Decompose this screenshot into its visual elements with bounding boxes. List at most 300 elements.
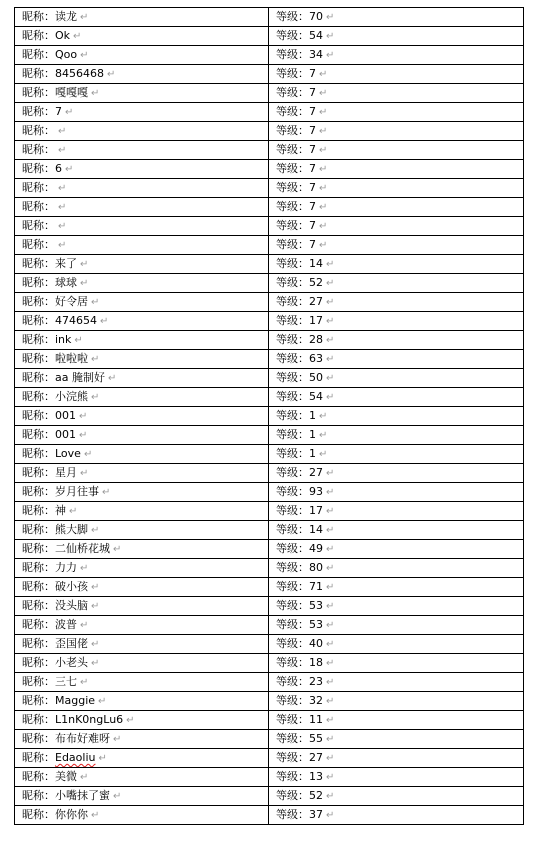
table-row bbox=[15, 274, 524, 293]
paragraph-mark-icon: ↵ bbox=[326, 12, 335, 23]
level-value: 27 bbox=[309, 295, 323, 308]
level-label: 等级： bbox=[276, 257, 309, 270]
paragraph-mark-icon: ↵ bbox=[80, 50, 89, 61]
level-label: 等级： bbox=[276, 542, 309, 555]
nickname-label: 昵称： bbox=[22, 485, 55, 498]
level-value: 7 bbox=[309, 200, 316, 213]
nickname-value: 474654 bbox=[55, 314, 97, 327]
level-cell[interactable] bbox=[269, 160, 524, 179]
level-value: 17 bbox=[309, 314, 323, 327]
paragraph-mark-icon: ↵ bbox=[98, 696, 107, 707]
level-cell[interactable] bbox=[269, 331, 524, 350]
level-value: 40 bbox=[309, 637, 323, 650]
table-row bbox=[15, 692, 524, 711]
level-value: 1 bbox=[309, 447, 316, 460]
nickname-cell[interactable] bbox=[15, 730, 269, 749]
level-cell[interactable] bbox=[269, 730, 524, 749]
nickname-label: 昵称： bbox=[22, 466, 55, 479]
level-cell[interactable] bbox=[269, 312, 524, 331]
paragraph-mark-icon: ↵ bbox=[69, 506, 78, 517]
nickname-value: 小嘴抹了蜜 bbox=[55, 789, 110, 802]
nickname-label: 昵称： bbox=[22, 542, 55, 555]
paragraph-mark-icon: ↵ bbox=[113, 544, 122, 555]
level-value: 14 bbox=[309, 523, 323, 536]
level-cell[interactable] bbox=[269, 350, 524, 369]
level-label: 等级： bbox=[276, 314, 309, 327]
level-value: 50 bbox=[309, 371, 323, 384]
paragraph-mark-icon: ↵ bbox=[326, 810, 335, 821]
paragraph-mark-icon: ↵ bbox=[326, 335, 335, 346]
paragraph-mark-icon: ↵ bbox=[326, 50, 335, 61]
table-row bbox=[15, 654, 524, 673]
nickname-cell[interactable] bbox=[15, 274, 269, 293]
level-value: 7 bbox=[309, 105, 316, 118]
nickname-cell[interactable] bbox=[15, 635, 269, 654]
paragraph-mark-icon: ↵ bbox=[326, 525, 335, 536]
nickname-cell[interactable] bbox=[15, 46, 269, 65]
paragraph-mark-icon: ↵ bbox=[80, 12, 89, 23]
nickname-cell[interactable] bbox=[15, 597, 269, 616]
paragraph-mark-icon: ↵ bbox=[326, 354, 335, 365]
nickname-cell[interactable] bbox=[15, 692, 269, 711]
level-value: 7 bbox=[309, 124, 316, 137]
level-label: 等级： bbox=[276, 219, 309, 232]
nickname-value: 球球 bbox=[55, 276, 77, 289]
nickname-label: 昵称： bbox=[22, 86, 55, 99]
nickname-value: 二仙桥花城 bbox=[55, 542, 110, 555]
nickname-cell[interactable] bbox=[15, 521, 269, 540]
paragraph-mark-icon: ↵ bbox=[74, 335, 83, 346]
level-value: 54 bbox=[309, 29, 323, 42]
paragraph-mark-icon: ↵ bbox=[91, 658, 100, 669]
nickname-value: 神 bbox=[55, 504, 66, 517]
nickname-label: 昵称： bbox=[22, 580, 55, 593]
level-label: 等级： bbox=[276, 618, 309, 631]
paragraph-mark-icon: ↵ bbox=[319, 202, 328, 213]
paragraph-mark-icon: ↵ bbox=[102, 487, 111, 498]
level-value: 63 bbox=[309, 352, 323, 365]
level-value: 71 bbox=[309, 580, 323, 593]
paragraph-mark-icon: ↵ bbox=[80, 468, 89, 479]
level-value: 7 bbox=[309, 67, 316, 80]
table-row bbox=[15, 407, 524, 426]
nickname-cell[interactable] bbox=[15, 654, 269, 673]
level-cell[interactable] bbox=[269, 293, 524, 312]
nickname-cell[interactable] bbox=[15, 673, 269, 692]
paragraph-mark-icon: ↵ bbox=[319, 221, 328, 232]
level-label: 等级： bbox=[276, 637, 309, 650]
nickname-label: 昵称： bbox=[22, 732, 55, 745]
nickname-value: 8456468 bbox=[55, 67, 104, 80]
table-row bbox=[15, 27, 524, 46]
paragraph-mark-icon: ↵ bbox=[58, 202, 67, 213]
paragraph-mark-icon: ↵ bbox=[326, 259, 335, 270]
level-cell[interactable] bbox=[269, 787, 524, 806]
paragraph-mark-icon: ↵ bbox=[326, 601, 335, 612]
paragraph-mark-icon: ↵ bbox=[107, 373, 117, 384]
nickname-label: 昵称： bbox=[22, 29, 55, 42]
nickname-label: 昵称： bbox=[22, 675, 55, 688]
table-row bbox=[15, 350, 524, 369]
paragraph-mark-icon: ↵ bbox=[326, 791, 335, 802]
level-label: 等级： bbox=[276, 67, 309, 80]
nickname-label: 昵称： bbox=[22, 352, 55, 365]
level-cell[interactable] bbox=[269, 502, 524, 521]
paragraph-mark-icon: ↵ bbox=[326, 639, 335, 650]
nickname-value: 歪国佬 bbox=[55, 637, 88, 650]
level-cell[interactable] bbox=[269, 426, 524, 445]
nickname-cell[interactable] bbox=[15, 236, 269, 255]
nickname-value: 7 bbox=[55, 105, 62, 118]
table-row bbox=[15, 293, 524, 312]
table-row bbox=[15, 141, 524, 160]
paragraph-mark-icon: ↵ bbox=[91, 88, 100, 99]
level-cell[interactable] bbox=[269, 388, 524, 407]
level-cell[interactable] bbox=[269, 217, 524, 236]
level-cell[interactable] bbox=[269, 407, 524, 426]
nickname-value: L1nK0ngLu6 bbox=[55, 713, 124, 726]
level-value: 7 bbox=[309, 162, 316, 175]
paragraph-mark-icon: ↵ bbox=[326, 658, 335, 669]
nickname-value: 你你你 bbox=[55, 808, 88, 821]
level-cell[interactable] bbox=[269, 8, 524, 27]
nickname-label: 昵称： bbox=[22, 67, 55, 80]
paragraph-mark-icon: ↵ bbox=[65, 107, 74, 118]
nickname-label: 昵称： bbox=[22, 333, 55, 346]
nickname-cell[interactable] bbox=[15, 255, 269, 274]
level-value: 11 bbox=[309, 713, 323, 726]
nickname-label: 昵称： bbox=[22, 656, 55, 669]
paragraph-mark-icon: ↵ bbox=[98, 753, 107, 764]
level-label: 等级： bbox=[276, 238, 309, 251]
nickname-label: 昵称： bbox=[22, 637, 55, 650]
level-cell[interactable] bbox=[269, 616, 524, 635]
level-cell[interactable] bbox=[269, 483, 524, 502]
nickname-value: 啦啦啦 bbox=[55, 352, 88, 365]
nickname-cell[interactable] bbox=[15, 27, 269, 46]
table-row bbox=[15, 122, 524, 141]
nickname-value: Qoo bbox=[55, 48, 78, 61]
nickname-label: 昵称： bbox=[22, 181, 55, 194]
nickname-cell[interactable] bbox=[15, 160, 269, 179]
nickname-cell[interactable] bbox=[15, 8, 269, 27]
level-label: 等级： bbox=[276, 713, 309, 726]
paragraph-mark-icon: ↵ bbox=[326, 563, 335, 574]
nickname-cell[interactable] bbox=[15, 312, 269, 331]
table-row bbox=[15, 521, 524, 540]
level-value: 13 bbox=[309, 770, 323, 783]
table-row bbox=[15, 103, 524, 122]
nickname-label: 昵称： bbox=[22, 789, 55, 802]
nickname-label: 昵称： bbox=[22, 238, 55, 251]
level-cell[interactable] bbox=[269, 673, 524, 692]
paragraph-mark-icon: ↵ bbox=[326, 373, 335, 384]
table-row bbox=[15, 711, 524, 730]
level-value: 32 bbox=[309, 694, 323, 707]
level-value: 37 bbox=[309, 808, 323, 821]
nickname-cell[interactable] bbox=[15, 350, 269, 369]
level-cell[interactable] bbox=[269, 236, 524, 255]
level-value: 7 bbox=[309, 143, 316, 156]
nickname-level-table bbox=[14, 7, 524, 825]
level-cell[interactable] bbox=[269, 654, 524, 673]
nickname-label: 昵称： bbox=[22, 618, 55, 631]
nickname-cell[interactable] bbox=[15, 179, 269, 198]
level-cell[interactable] bbox=[269, 27, 524, 46]
nickname-cell[interactable] bbox=[15, 65, 269, 84]
nickname-cell[interactable] bbox=[15, 141, 269, 160]
level-value: 80 bbox=[309, 561, 323, 574]
nickname-value: 001 bbox=[55, 428, 76, 441]
table-row bbox=[15, 597, 524, 616]
nickname-cell[interactable] bbox=[15, 540, 269, 559]
level-label: 等级： bbox=[276, 352, 309, 365]
level-cell[interactable] bbox=[269, 65, 524, 84]
paragraph-mark-icon: ↵ bbox=[326, 544, 335, 555]
level-value: 93 bbox=[309, 485, 323, 498]
level-value: 23 bbox=[309, 675, 323, 688]
level-cell[interactable] bbox=[269, 559, 524, 578]
nickname-value: Maggie bbox=[55, 694, 96, 707]
table-row bbox=[15, 160, 524, 179]
level-value: 17 bbox=[309, 504, 323, 517]
table-row bbox=[15, 369, 524, 388]
paragraph-mark-icon: ↵ bbox=[126, 715, 135, 726]
nickname-cell[interactable] bbox=[15, 578, 269, 597]
paragraph-mark-icon: ↵ bbox=[326, 772, 335, 783]
paragraph-mark-icon: ↵ bbox=[326, 392, 335, 403]
level-cell[interactable] bbox=[269, 179, 524, 198]
level-value: 55 bbox=[309, 732, 323, 745]
table-body bbox=[15, 8, 524, 825]
level-value: 1 bbox=[309, 409, 316, 422]
table-row bbox=[15, 578, 524, 597]
paragraph-mark-icon: ↵ bbox=[91, 601, 100, 612]
level-label: 等级： bbox=[276, 200, 309, 213]
nickname-label: 昵称： bbox=[22, 409, 55, 422]
level-cell[interactable] bbox=[269, 122, 524, 141]
nickname-label: 昵称： bbox=[22, 124, 55, 137]
level-cell[interactable] bbox=[269, 768, 524, 787]
level-cell[interactable] bbox=[269, 578, 524, 597]
nickname-value: 岁月往事 bbox=[55, 485, 99, 498]
nickname-cell[interactable] bbox=[15, 502, 269, 521]
nickname-cell[interactable] bbox=[15, 84, 269, 103]
table-row bbox=[15, 749, 524, 768]
paragraph-mark-icon: ↵ bbox=[80, 677, 89, 688]
level-cell[interactable] bbox=[269, 749, 524, 768]
table-row bbox=[15, 483, 524, 502]
level-cell[interactable] bbox=[269, 711, 524, 730]
level-cell[interactable] bbox=[269, 540, 524, 559]
table-row bbox=[15, 559, 524, 578]
level-cell[interactable] bbox=[269, 692, 524, 711]
nickname-label: 昵称： bbox=[22, 162, 55, 175]
level-cell[interactable] bbox=[269, 103, 524, 122]
level-label: 等级： bbox=[276, 333, 309, 346]
nickname-cell[interactable] bbox=[15, 483, 269, 502]
paragraph-mark-icon: ↵ bbox=[58, 221, 67, 232]
level-label: 等级： bbox=[276, 485, 309, 498]
nickname-cell[interactable] bbox=[15, 559, 269, 578]
level-label: 等级： bbox=[276, 10, 309, 23]
level-label: 等级： bbox=[276, 580, 309, 593]
nickname-cell[interactable] bbox=[15, 426, 269, 445]
level-label: 等级： bbox=[276, 561, 309, 574]
level-value: 28 bbox=[309, 333, 323, 346]
table-row bbox=[15, 445, 524, 464]
level-value: 7 bbox=[309, 219, 316, 232]
level-cell[interactable] bbox=[269, 84, 524, 103]
level-cell[interactable] bbox=[269, 141, 524, 160]
level-value: 49 bbox=[309, 542, 323, 555]
nickname-cell[interactable] bbox=[15, 749, 269, 768]
nickname-label: 昵称： bbox=[22, 295, 55, 308]
nickname-label: 昵称： bbox=[22, 504, 55, 517]
nickname-cell[interactable] bbox=[15, 711, 269, 730]
nickname-value: 力力 bbox=[55, 561, 77, 574]
level-label: 等级： bbox=[276, 124, 309, 137]
nickname-value: 读龙 bbox=[55, 10, 77, 23]
table-row bbox=[15, 673, 524, 692]
table-row bbox=[15, 635, 524, 654]
paragraph-mark-icon: ↵ bbox=[319, 240, 328, 251]
paragraph-mark-icon: ↵ bbox=[326, 468, 335, 479]
nickname-value: 布布好难呀 bbox=[55, 732, 110, 745]
nickname-cell[interactable] bbox=[15, 806, 269, 825]
nickname-value: 熊大脚 bbox=[55, 523, 88, 536]
level-cell[interactable] bbox=[269, 445, 524, 464]
nickname-label: 昵称： bbox=[22, 447, 55, 460]
nickname-label: 昵称： bbox=[22, 599, 55, 612]
level-cell[interactable] bbox=[269, 46, 524, 65]
table-row bbox=[15, 8, 524, 27]
level-cell[interactable] bbox=[269, 369, 524, 388]
level-cell[interactable] bbox=[269, 521, 524, 540]
paragraph-mark-icon: ↵ bbox=[326, 677, 335, 688]
level-label: 等级： bbox=[276, 675, 309, 688]
nickname-value: 好令居 bbox=[55, 295, 88, 308]
level-value: 7 bbox=[309, 181, 316, 194]
table-row bbox=[15, 540, 524, 559]
nickname-label: 昵称： bbox=[22, 561, 55, 574]
level-label: 等级： bbox=[276, 466, 309, 479]
level-cell[interactable] bbox=[269, 255, 524, 274]
level-cell[interactable] bbox=[269, 597, 524, 616]
nickname-cell[interactable] bbox=[15, 331, 269, 350]
nickname-cell[interactable] bbox=[15, 122, 269, 141]
table-row bbox=[15, 388, 524, 407]
level-value: 18 bbox=[309, 656, 323, 669]
nickname-cell[interactable] bbox=[15, 787, 269, 806]
nickname-cell[interactable] bbox=[15, 445, 269, 464]
level-label: 等级： bbox=[276, 447, 309, 460]
paragraph-mark-icon: ↵ bbox=[326, 753, 335, 764]
paragraph-mark-icon: ↵ bbox=[319, 449, 328, 460]
nickname-label: 昵称： bbox=[22, 390, 55, 403]
nickname-cell[interactable] bbox=[15, 407, 269, 426]
paragraph-mark-icon: ↵ bbox=[83, 449, 93, 460]
paragraph-mark-icon: ↵ bbox=[65, 164, 74, 175]
paragraph-mark-icon: ↵ bbox=[91, 297, 100, 308]
nickname-cell[interactable] bbox=[15, 768, 269, 787]
nickname-cell[interactable] bbox=[15, 388, 269, 407]
paragraph-mark-icon: ↵ bbox=[326, 582, 335, 593]
paragraph-mark-icon: ↵ bbox=[58, 240, 67, 251]
nickname-cell[interactable] bbox=[15, 198, 269, 217]
level-label: 等级： bbox=[276, 770, 309, 783]
nickname-value: 来了 bbox=[55, 257, 77, 270]
level-value: 52 bbox=[309, 276, 323, 289]
table-row bbox=[15, 179, 524, 198]
level-label: 等级： bbox=[276, 656, 309, 669]
level-value: 27 bbox=[309, 466, 323, 479]
nickname-value: 星月 bbox=[55, 466, 77, 479]
paragraph-mark-icon: ↵ bbox=[91, 582, 100, 593]
level-label: 等级： bbox=[276, 751, 309, 764]
nickname-value: 波普 bbox=[55, 618, 77, 631]
paragraph-mark-icon: ↵ bbox=[326, 278, 335, 289]
level-cell[interactable] bbox=[269, 274, 524, 293]
nickname-label: 昵称： bbox=[22, 751, 55, 764]
level-label: 等级： bbox=[276, 371, 309, 384]
paragraph-mark-icon: ↵ bbox=[319, 145, 328, 156]
level-label: 等级： bbox=[276, 295, 309, 308]
nickname-value: 001 bbox=[55, 409, 76, 422]
paragraph-mark-icon: ↵ bbox=[326, 715, 335, 726]
level-cell[interactable] bbox=[269, 464, 524, 483]
nickname-label: 昵称： bbox=[22, 48, 55, 61]
level-value: 27 bbox=[309, 751, 323, 764]
level-label: 等级： bbox=[276, 732, 309, 745]
paragraph-mark-icon: ↵ bbox=[80, 259, 89, 270]
nickname-cell[interactable] bbox=[15, 464, 269, 483]
paragraph-mark-icon: ↵ bbox=[319, 183, 328, 194]
nickname-cell[interactable] bbox=[15, 293, 269, 312]
level-label: 等级： bbox=[276, 86, 309, 99]
level-label: 等级： bbox=[276, 162, 309, 175]
nickname-value: 美微 bbox=[55, 770, 77, 783]
level-cell[interactable] bbox=[269, 635, 524, 654]
nickname-value: 小老头 bbox=[55, 656, 88, 669]
nickname-label: 昵称： bbox=[22, 200, 55, 213]
nickname-cell[interactable] bbox=[15, 616, 269, 635]
table-row bbox=[15, 255, 524, 274]
paragraph-mark-icon: ↵ bbox=[326, 620, 335, 631]
paragraph-mark-icon: ↵ bbox=[319, 126, 328, 137]
nickname-value: Love bbox=[55, 447, 81, 460]
nickname-cell[interactable] bbox=[15, 369, 269, 388]
paragraph-mark-icon: ↵ bbox=[319, 69, 328, 80]
nickname-label: 昵称： bbox=[22, 770, 55, 783]
level-cell[interactable] bbox=[269, 806, 524, 825]
level-cell[interactable] bbox=[269, 198, 524, 217]
level-value: 70 bbox=[309, 10, 323, 23]
paragraph-mark-icon: ↵ bbox=[79, 411, 88, 422]
nickname-cell[interactable] bbox=[15, 217, 269, 236]
level-value: 54 bbox=[309, 390, 323, 403]
table-row bbox=[15, 616, 524, 635]
nickname-cell[interactable] bbox=[15, 103, 269, 122]
paragraph-mark-icon: ↵ bbox=[80, 772, 89, 783]
paragraph-mark-icon: ↵ bbox=[91, 639, 100, 650]
paragraph-mark-icon: ↵ bbox=[319, 107, 328, 118]
paragraph-mark-icon: ↵ bbox=[73, 31, 82, 42]
nickname-value: Edaoliu bbox=[55, 751, 96, 764]
level-value: 34 bbox=[309, 48, 323, 61]
nickname-label: 昵称： bbox=[22, 428, 55, 441]
table-row bbox=[15, 46, 524, 65]
